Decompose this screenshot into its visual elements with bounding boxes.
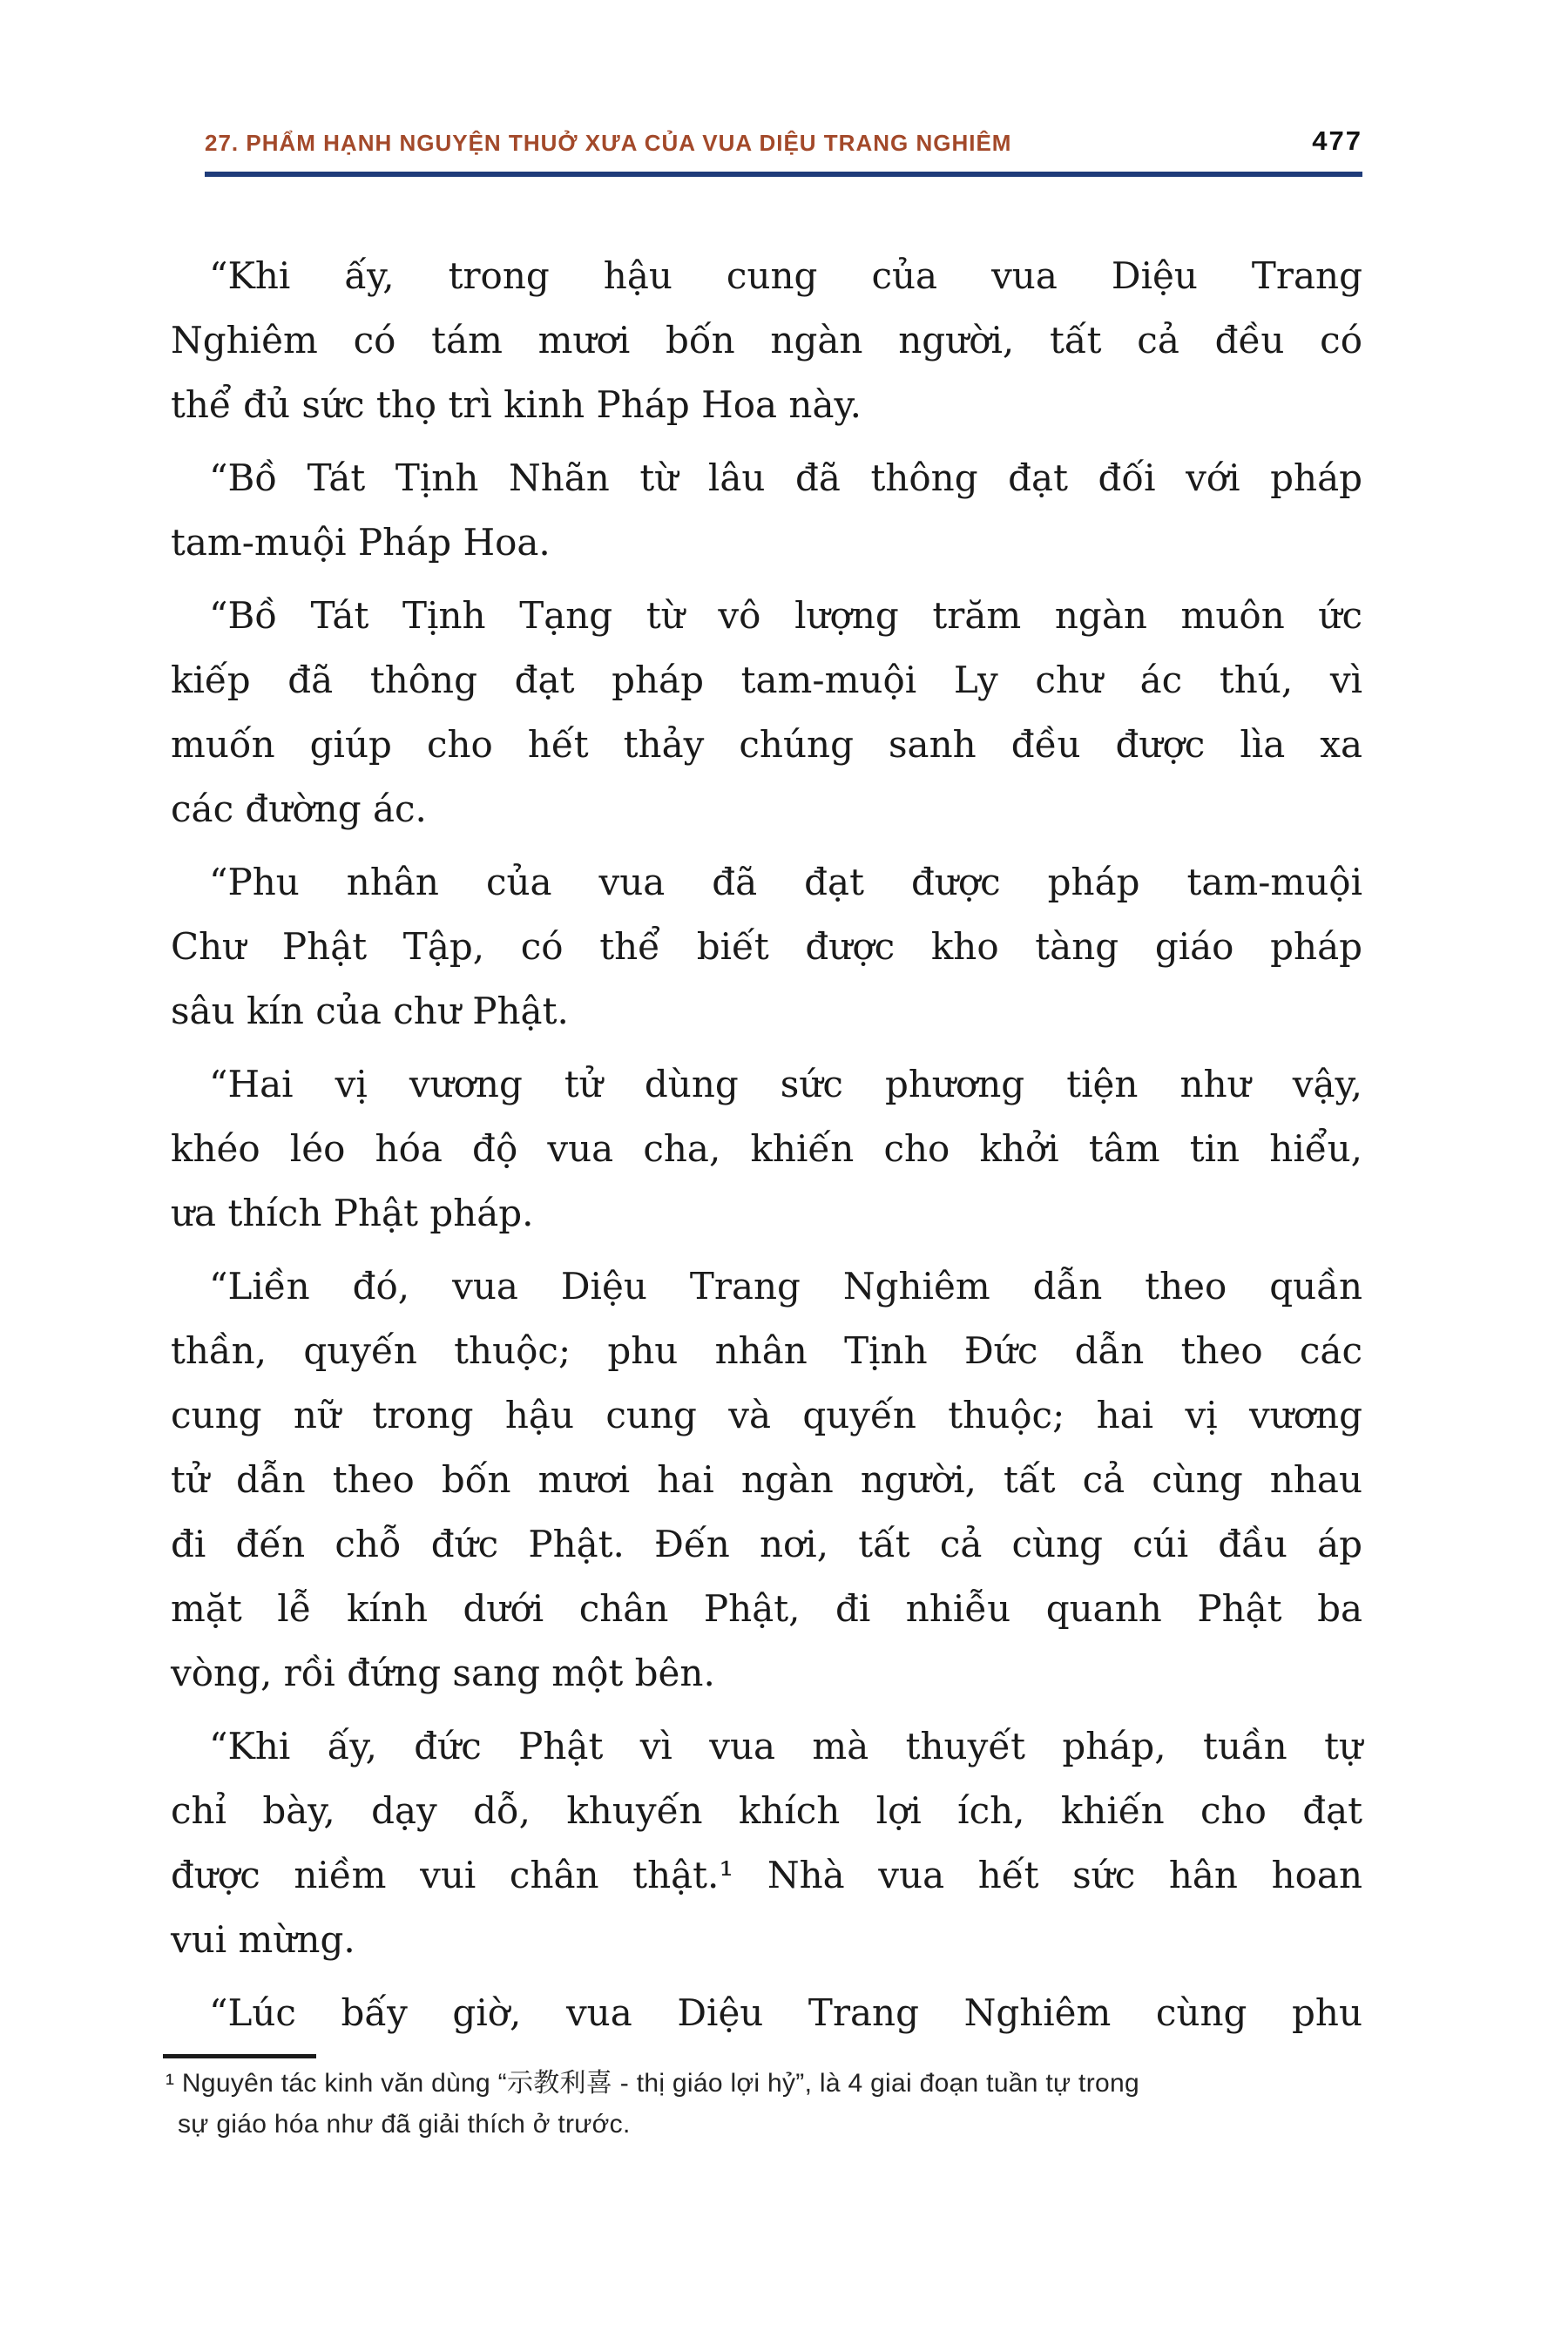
footnote-separator xyxy=(163,2054,316,2058)
text-line: “Khi ấy, đức Phật vì vua mà thuyết pháp, tuần tự xyxy=(209,1725,1362,1767)
text-line: cung nữ trong hậu cung và quyến thuộc; hai vị vương xyxy=(171,1394,1362,1436)
text-line: khéo léo hóa độ vua cha, khiến cho khởi tâm tin hiểu, xyxy=(171,1127,1362,1170)
text-line: “Bồ Tát Tịnh Tạng từ vô lượng trăm ngàn muôn ức xyxy=(209,594,1362,637)
text-line: mặt lễ kính dưới chân Phật, đi nhiễu quanh Phật ba xyxy=(171,1587,1362,1630)
paragraph xyxy=(171,1981,1362,2045)
paragraph xyxy=(171,1052,1362,1246)
body-text xyxy=(171,244,1362,2054)
page-number: 477 xyxy=(1312,125,1362,156)
paragraph xyxy=(171,446,1362,575)
paragraph xyxy=(171,584,1362,841)
text-line: ưa thích Phật pháp. xyxy=(171,1192,534,1234)
text-line: kiếp đã thông đạt pháp tam-muội Ly chư ác thú, vì xyxy=(171,659,1362,701)
text-line: chỉ bày, dạy dỗ, khuyến khích lợi ích, khiến cho đạt xyxy=(171,1789,1362,1832)
footnote-line: ¹ Nguyên tác kinh văn dùng “示教利喜 - thị giáo lợi hỷ”, là 4 giai đoạn tuần tự trong xyxy=(166,2069,1139,2098)
text-line: “Bồ Tát Tịnh Nhãn từ lâu đã thông đạt đối với pháp xyxy=(209,456,1362,499)
text-line: “Khi ấy, trong hậu cung của vua Diệu Trang xyxy=(209,254,1362,297)
text-line: muốn giúp cho hết thảy chúng sanh đều được lìa xa xyxy=(171,723,1362,766)
page-header xyxy=(205,125,1362,157)
text-line: đi đến chỗ đức Phật. Đến nơi, tất cả cùng cúi đầu áp xyxy=(171,1523,1362,1565)
text-line: Nghiêm có tám mươi bốn ngàn người, tất cả đều có xyxy=(171,319,1362,362)
text-line: các đường ác. xyxy=(171,787,427,830)
text-line: tam-muội Pháp Hoa. xyxy=(171,521,551,564)
text-line: “Hai vị vương tử dùng sức phương tiện như vậy, xyxy=(209,1063,1362,1105)
text-line: thể đủ sức thọ trì kinh Pháp Hoa này. xyxy=(171,383,862,426)
footnote xyxy=(166,2063,1368,2145)
text-line: sâu kín của chư Phật. xyxy=(171,990,569,1032)
text-line: “Phu nhân của vua đã đạt được pháp tam-muội xyxy=(209,861,1362,903)
text-line: thần, quyến thuộc; phu nhân Tịnh Đức dẫn theo các xyxy=(171,1329,1362,1372)
text-line: “Lúc bấy giờ, vua Diệu Trang Nghiêm cùng phu xyxy=(209,1991,1362,2034)
paragraph xyxy=(171,1254,1362,1706)
text-line: Chư Phật Tập, có thể biết được kho tàng giáo pháp xyxy=(171,925,1362,968)
header-rule xyxy=(205,172,1362,177)
text-line: “Liền đó, vua Diệu Trang Nghiêm dẫn theo quần xyxy=(209,1265,1362,1308)
text-line: vui mừng. xyxy=(171,1918,355,1961)
text-line: được niềm vui chân thật.¹ Nhà vua hết sức hân hoan xyxy=(171,1854,1362,1896)
footnote-line: sự giáo hóa như đã giải thích ở trước. xyxy=(178,2110,631,2139)
text-line: tử dẫn theo bốn mươi hai ngàn người, tất cả cùng nhau xyxy=(171,1458,1362,1501)
paragraph xyxy=(171,244,1362,437)
text-line: vòng, rồi đứng sang một bên. xyxy=(171,1652,715,1694)
chapter-title: 27. PHẨM HẠNH NGUYỆN THUỞ XƯA CỦA VUA DIỆU TRANG NGHIÊM xyxy=(205,130,1012,156)
paragraph xyxy=(171,1714,1362,1972)
paragraph xyxy=(171,850,1362,1044)
